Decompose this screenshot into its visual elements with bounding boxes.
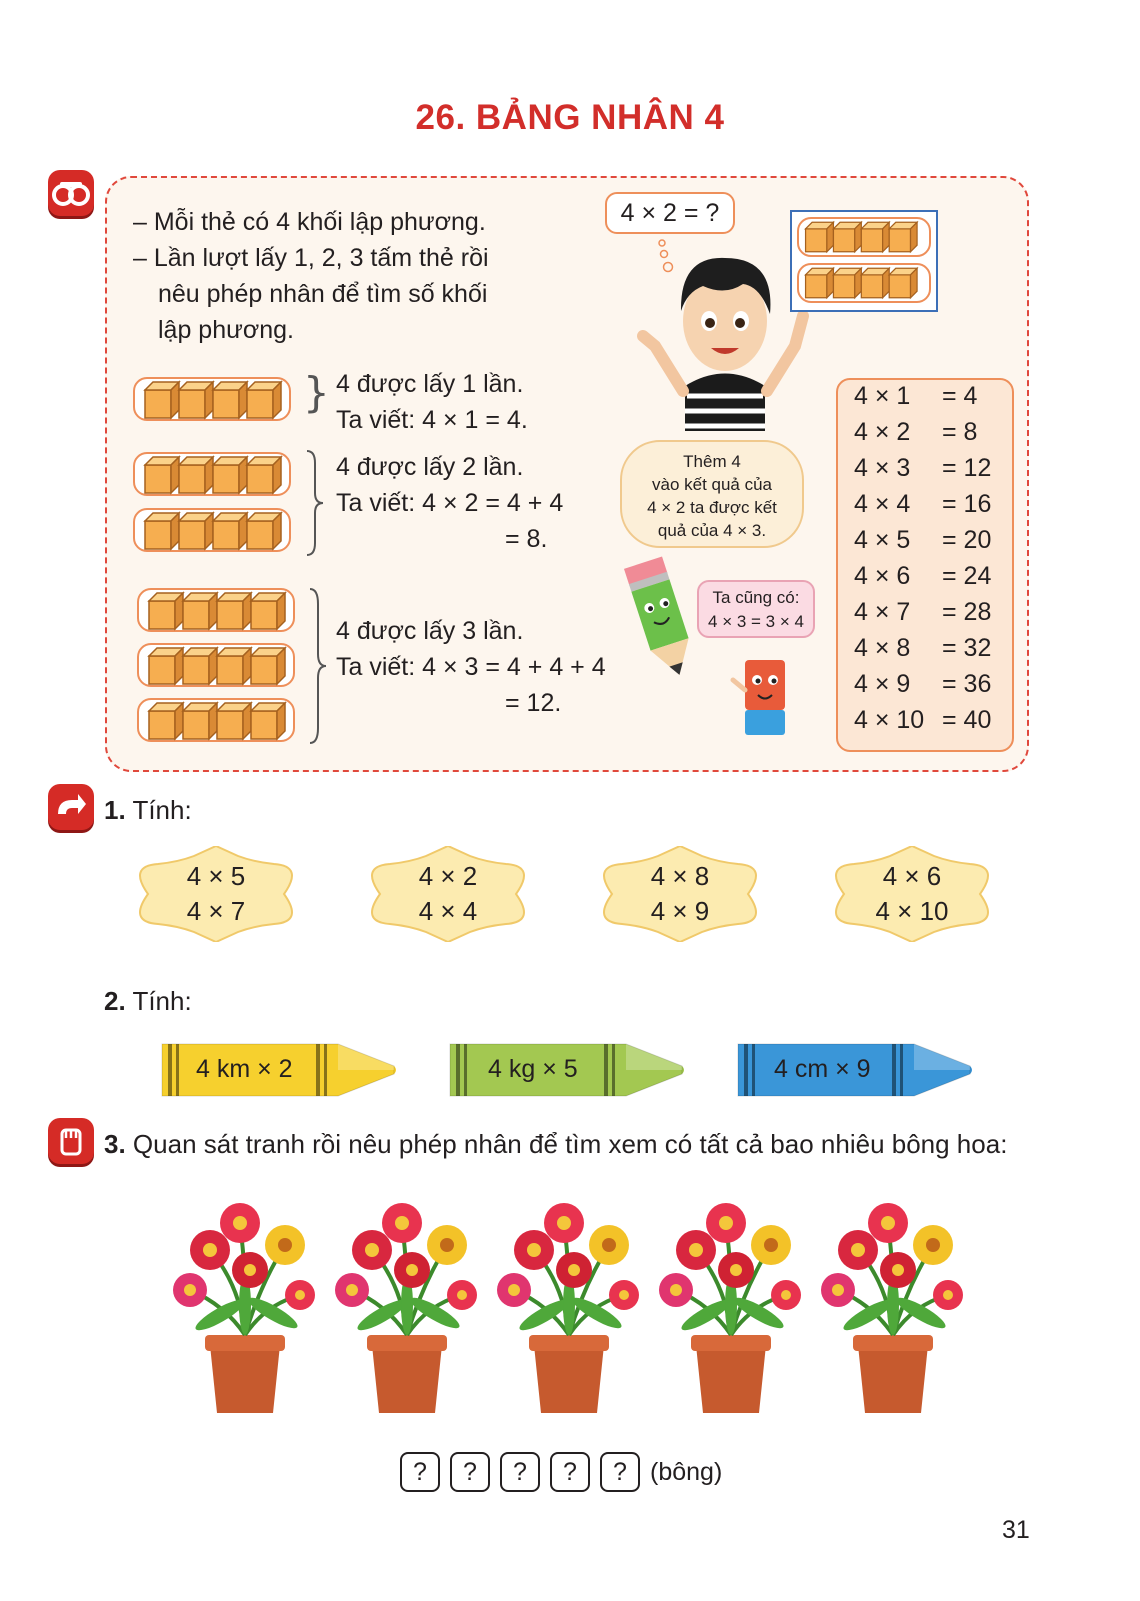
group-text: 4 được lấy 3 lần. — [336, 617, 524, 645]
unit-label: (bông) — [650, 1458, 723, 1486]
calc-text: 4 × 8 — [650, 861, 710, 891]
answer-box[interactable]: ? — [600, 1452, 640, 1492]
table-row — [854, 562, 991, 591]
also-bubble — [697, 580, 815, 638]
calc-text: 4 × 4 — [418, 896, 478, 926]
table-row — [854, 526, 991, 555]
table-row — [854, 418, 977, 447]
cube-card — [137, 588, 295, 632]
brace — [303, 448, 327, 558]
cube-card — [797, 217, 931, 257]
table-row — [854, 382, 977, 411]
group-text: = 12. — [505, 689, 562, 717]
calc-text: 4 × 9 — [650, 896, 710, 926]
answer-box[interactable]: ? — [400, 1452, 440, 1492]
exercise-number: 2. — [104, 986, 126, 1016]
hint-line: vào kết quả của — [651, 475, 773, 494]
brace: } — [303, 368, 330, 417]
table-row — [854, 490, 991, 519]
calc-cloud — [824, 846, 1000, 942]
cube-card — [133, 452, 291, 496]
crayon-text: 4 kg × 5 — [488, 1055, 578, 1083]
group-text: 4 được lấy 2 lần. — [336, 453, 524, 481]
flower-pot — [165, 1195, 325, 1415]
table-expr: 4 × 10 — [854, 706, 925, 734]
calc-cloud — [360, 846, 536, 942]
exercise-label: Quan sát tranh rồi nêu phép nhân để tìm xem có tất cả bao nhiêu bông hoa: — [132, 1129, 1008, 1159]
calc-text: 4 × 7 — [186, 896, 246, 926]
table-result: = 24 — [942, 562, 992, 590]
exercise-number: 3. — [104, 1129, 126, 1159]
hint-line: 4 × 2 ta được kết — [647, 498, 777, 517]
table-result: = 16 — [942, 490, 992, 518]
exercise-1-heading — [104, 792, 192, 828]
crayon — [734, 1038, 974, 1102]
table-expr: 4 × 3 — [854, 454, 911, 482]
page-number: 31 — [1002, 1516, 1030, 1544]
table-row — [854, 454, 991, 483]
hand-icon — [48, 1118, 94, 1164]
crayon-text: 4 km × 2 — [196, 1055, 293, 1083]
pencil-character — [620, 550, 700, 680]
group-text: 4 được lấy 1 lần. — [336, 370, 524, 398]
intro-line: – Mỗi thẻ có 4 khối lập phương. — [133, 208, 486, 236]
calc-text: 4 × 2 — [418, 861, 478, 891]
table-expr: 4 × 1 — [854, 382, 911, 410]
table-result: = 8 — [942, 418, 978, 446]
table-row — [854, 670, 991, 699]
calc-text: 4 × 10 — [875, 896, 949, 926]
cube-board — [790, 210, 938, 312]
hint-line: quả của 4 × 3. — [657, 521, 767, 540]
answer-box[interactable]: ? — [500, 1452, 540, 1492]
table-expr: 4 × 9 — [854, 670, 911, 698]
table-expr: 4 × 7 — [854, 598, 911, 626]
cube-card — [133, 377, 291, 421]
cube-card — [797, 263, 931, 303]
group-text: = 8. — [505, 525, 548, 553]
cube-card — [133, 508, 291, 552]
table-row — [854, 706, 991, 735]
hint-line: Thêm 4 — [683, 452, 741, 471]
exercise-2-heading — [104, 983, 192, 1019]
page-title: 26. BẢNG NHÂN 4 — [415, 98, 725, 137]
also-line: 4 × 3 = 3 × 4 — [708, 612, 804, 631]
group-text: Ta viết: 4 × 2 = 4 + 4 — [336, 489, 564, 517]
eraser-character — [730, 655, 800, 745]
hint-bubble — [620, 440, 804, 548]
group-text: Ta viết: 4 × 1 = 4. — [336, 406, 528, 434]
flower-pot — [489, 1195, 649, 1415]
table-result: = 40 — [942, 706, 992, 734]
table-expr: 4 × 5 — [854, 526, 911, 554]
group-text: Ta viết: 4 × 3 = 4 + 4 + 4 — [336, 653, 606, 681]
crayon-text: 4 cm × 9 — [774, 1055, 871, 1083]
table-result: = 4 — [942, 382, 978, 410]
exercise-label: Tính: — [132, 795, 192, 825]
intro-line: nêu phép nhân để tìm số khối — [158, 280, 488, 308]
flower-pot — [651, 1195, 811, 1415]
table-result: = 12 — [942, 454, 992, 482]
calc-cloud — [592, 846, 768, 942]
calc-text: 4 × 5 — [186, 861, 246, 891]
table-expr: 4 × 4 — [854, 490, 911, 518]
table-row — [854, 634, 991, 663]
calc-text: 4 × 6 — [882, 861, 942, 891]
table-expr: 4 × 8 — [854, 634, 911, 662]
intro-line: – Lần lượt lấy 1, 2, 3 tấm thẻ rồi — [133, 244, 489, 272]
table-result: = 36 — [942, 670, 992, 698]
exercise-3-heading — [104, 1126, 1007, 1162]
flower-pot — [813, 1195, 973, 1415]
question-bubble: 4 × 2 = ? — [605, 192, 735, 234]
table-result: = 32 — [942, 634, 992, 662]
exercise-label: Tính: — [132, 986, 192, 1016]
table-result: = 20 — [942, 526, 992, 554]
practice-icon — [48, 784, 94, 830]
calc-cloud — [128, 846, 304, 942]
flower-pot — [327, 1195, 487, 1415]
answer-box[interactable]: ? — [450, 1452, 490, 1492]
binoculars-icon — [48, 170, 94, 216]
table-result: = 28 — [942, 598, 992, 626]
crayon — [446, 1038, 686, 1102]
multiplication-table — [836, 378, 1014, 752]
brace — [306, 586, 330, 746]
exercise-number: 1. — [104, 795, 126, 825]
table-row — [854, 598, 991, 627]
also-line: Ta cũng có: — [712, 588, 800, 607]
cube-card — [137, 643, 295, 687]
answer-box[interactable]: ? — [550, 1452, 590, 1492]
cube-card — [137, 698, 295, 742]
table-expr: 4 × 2 — [854, 418, 911, 446]
table-expr: 4 × 6 — [854, 562, 911, 590]
crayon — [158, 1038, 398, 1102]
intro-line: lập phương. — [158, 316, 294, 344]
